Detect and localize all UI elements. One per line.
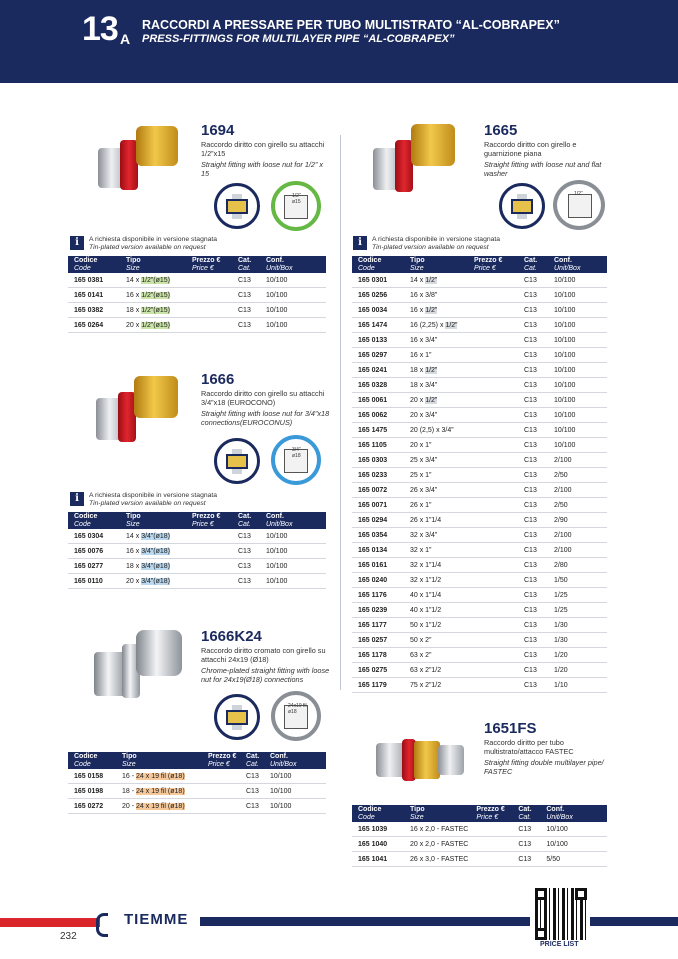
pipe-section-icon [214, 438, 260, 484]
table-row: 165 1176 40 x 1”1/4 C13 1/25 [352, 588, 607, 603]
table-row: 165 0275 63 x 2”1/2 C13 1/20 [352, 663, 607, 678]
table-row: 165 0239 40 x 1”1/2 C13 1/25 [352, 603, 607, 618]
footer-logo-mark [96, 913, 108, 937]
table-row: 165 0240 32 x 1”1/2 C13 1/50 [352, 573, 607, 588]
product-1666k24 [201, 629, 331, 684]
table-row: 165 0382 18 x 1/2”(ø15) C13 10/100 [68, 303, 326, 318]
header-title-en: PRESS-FITTINGS FOR MULTILAYER PIPE “AL-COBRAPEX” [142, 33, 455, 45]
table-row: 165 0134 32 x 1” C13 2/100 [352, 543, 607, 558]
table-row: 165 0072 26 x 3/4” C13 2/100 [352, 483, 607, 498]
info-icon: i [70, 236, 84, 250]
diagram-label: 1/2” ø15 [292, 193, 301, 205]
diagram-label: 3/4” ø18 [292, 447, 301, 459]
product-code: 1665 [484, 122, 518, 139]
table-1665: Codice Code Tipo Size Prezzo € Price € Cat. Cat. Conf. Unit/Box 165 0301 14 x 1/2” C13 10/100 165 0256 16 x 3/8” C13 10/100 165 0034 16 x 1/2” C13 10/100 165 1474 16 (2,25) x 1/2” C13 10/100 165 0133 16 x 3/4” C13 10/100 165 0297 16 x 1” C13 10/100 165 0241 18 x 1/2” C13 10/100 165 0328 18 x 3/4” C13 10/100 165 0061 20 x 1/2” C13 10/100 165 0062 20 x 3/4” C13 10/100 165 1475 20 (2,5) x 3/4” C13 10/100 165 1105 20 x 1” C13 10/100 165 0303 25 x 3/4” C13 2/100 165 0233 25 x 1” C13 2/50 165 0072 26 x 3/4” C13 2/100 165 0071 26 x 1” C13 2/50 165 0294 26 x 1”1/4 C13 2/90 165 0354 32 x 3/4” C13 2/100 165 0134 32 x 1” C13 2/100 165 0161 32 x 1”1/4 C13 2/80 165 0240 32 x 1”1/2 C13 1/50 165 1176 40 x 1”1/4 C13 1/25 165 0239 40 x 1”1/2 C13 1/25 165 1177 50 x 1”1/2 C13 1/30 165 0257 50 x 2” C13 1/30 165 1178 63 x 2” C13 1/20 165 0275 63 x 2”1/2 C13 1/20 165 1179 75 x 2”1/2 C13 1/10 [352, 256, 607, 693]
table-row: 165 0076 16 x 3/4”(ø18) C13 10/100 [68, 544, 326, 559]
product-photo-1666 [90, 368, 190, 448]
table-row: 165 1474 16 (2,25) x 1/2” C13 10/100 [352, 318, 607, 333]
column-divider [340, 135, 341, 690]
diagram-label: 24x19 fil ø18 [288, 703, 307, 715]
table-row: 165 0381 14 x 1/2”(ø15) C13 10/100 [68, 273, 326, 288]
product-desc-en: Straight fitting with loose nut for 1/2” x 15 [201, 160, 324, 178]
pipe-section-icon [214, 183, 260, 229]
product-1666 [201, 372, 331, 427]
table-row: 165 0141 16 x 1/2”(ø15) C13 10/100 [68, 288, 326, 303]
table-row: 165 0297 16 x 1” C13 10/100 [352, 348, 607, 363]
info-icon: i [353, 236, 367, 250]
table-row: 165 1177 50 x 1”1/2 C13 1/30 [352, 618, 607, 633]
table-row: 165 0304 14 x 3/4”(ø18) C13 10/100 [68, 529, 326, 544]
table-row: 165 0071 26 x 1” C13 2/50 [352, 498, 607, 513]
header-title-it: RACCORDI A PRESSARE PER TUBO MULTISTRATO “AL-COBRAPEX” [142, 18, 560, 32]
product-1665 [484, 123, 614, 178]
diagram-label: 1/2” [574, 191, 583, 197]
product-desc-it: Raccordo diritto cromato con girello su attacchi 24x19 (Ø18) [201, 646, 326, 664]
table-row: 165 0301 14 x 1/2” C13 10/100 [352, 273, 607, 288]
chapter-letter: A [120, 31, 131, 47]
qr-label: PRICE LIST [540, 941, 579, 948]
table-row: 165 0272 20 - 24 x 19 fil (ø18) C13 10/100 [68, 799, 326, 814]
table-row: 165 0354 32 x 3/4” C13 2/100 [352, 528, 607, 543]
product-1651fs [484, 721, 614, 776]
page-number: 232 [60, 931, 77, 942]
info-icon: i [70, 492, 84, 506]
product-desc-it: Raccordo diritto con girello su attacchi 1/2”x15 [201, 140, 325, 158]
table-1694: Codice Code Tipo Size Prezzo € Price € Cat. Cat. Conf. Unit/Box 165 0381 14 x 1/2”(ø15) C13 10/100 165 0141 16 x 1/2”(ø15) C13 10/100 165 0382 18 x 1/2”(ø15) C13 10/100 165 0264 20 x 1/2”(ø15) C13 10/100 [68, 256, 326, 333]
product-photo-1665 [365, 118, 465, 198]
table-row: 165 0133 16 x 3/4” C13 10/100 [352, 333, 607, 348]
table-row: 165 0328 18 x 3/4” C13 10/100 [352, 378, 607, 393]
product-desc-en: Straight fitting with loose nut and flat washer [484, 160, 602, 178]
table-row: 165 1040 20 x 2,0 - FASTEC C13 10/100 [352, 837, 607, 852]
footer-navy-bar [200, 917, 530, 926]
product-desc-it: Raccordo diritto con girello su attacchi 3/4”x18 (EUROCONO) [201, 389, 325, 407]
table-row: 165 0158 16 - 24 x 19 fil (ø18) C13 10/100 [68, 769, 326, 784]
fitting-diagram [271, 435, 321, 485]
table-row: 165 0303 25 x 3/4” C13 2/100 [352, 453, 607, 468]
brand-logo: TIEMME [124, 911, 189, 928]
product-photo-1651fs [372, 735, 472, 785]
fitting-diagram [271, 691, 321, 741]
qr-code-icon[interactable] [535, 888, 587, 940]
product-code: 1666 [201, 371, 235, 388]
table-row: 165 1475 20 (2,5) x 3/4” C13 10/100 [352, 423, 607, 438]
table-row: 165 0233 25 x 1” C13 2/50 [352, 468, 607, 483]
page-header [0, 0, 678, 83]
footer-red-bar [0, 918, 100, 927]
fitting-diagram [271, 181, 321, 231]
table-row: 165 0257 50 x 2” C13 1/30 [352, 633, 607, 648]
product-1694 [201, 123, 331, 178]
table-1651fs: Codice Code Tipo Size Prezzo € Price € Cat. Cat. Conf. Unit/Box 165 1039 16 x 2,0 - FASTEC C13 10/100 165 1040 20 x 2,0 - FASTEC C13 10/100 165 1041 26 x 3,0 - FASTEC C13 5/50 [352, 805, 607, 867]
table-row: 165 0264 20 x 1/2”(ø15) C13 10/100 [68, 318, 326, 333]
table-row: 165 0277 18 x 3/4”(ø18) C13 10/100 [68, 559, 326, 574]
table-row: 165 1178 63 x 2” C13 1/20 [352, 648, 607, 663]
product-code: 1666K24 [201, 628, 262, 645]
product-desc-it: Raccordo diritto per tubo multistrato/attacco FASTEC [484, 738, 574, 756]
product-photo-1694 [90, 118, 190, 198]
table-row: 165 0110 20 x 3/4”(ø18) C13 10/100 [68, 574, 326, 589]
table-row: 165 0198 18 - 24 x 19 fil (ø18) C13 10/100 [68, 784, 326, 799]
table-row: 165 1179 75 x 2”1/2 C13 1/10 [352, 678, 607, 693]
table-row: 165 0256 16 x 3/8” C13 10/100 [352, 288, 607, 303]
pipe-section-icon [499, 183, 545, 229]
product-desc-en: Straight fitting with loose nut for 3/4”x18 connections(EUROCONUS) [201, 409, 330, 427]
fitting-diagram [553, 180, 605, 230]
table-1666: Codice Code Tipo Size Prezzo € Price € Cat. Cat. Conf. Unit/Box 165 0304 14 x 3/4”(ø18) C13 10/100 165 0076 16 x 3/4”(ø18) C13 10/100 165 0277 18 x 3/4”(ø18) C13 10/100 165 0110 20 x 3/4”(ø18) C13 10/100 [68, 512, 326, 589]
table-row: 165 0241 18 x 1/2” C13 10/100 [352, 363, 607, 378]
footer-navy-bar [590, 917, 678, 926]
product-desc-it: Raccordo diritto con girello e guarnizione piana [484, 140, 577, 158]
product-desc-en: Chrome-plated straight fitting with loose nut for 24x19(Ø18) connections [201, 666, 330, 684]
table-row: 165 0161 32 x 1”1/4 C13 2/80 [352, 558, 607, 573]
pipe-section-icon [214, 694, 260, 740]
table-row: 165 1105 20 x 1” C13 10/100 [352, 438, 607, 453]
product-code: 1694 [201, 122, 235, 139]
product-photo-1666k24 [88, 622, 193, 702]
chapter-number: 13 [82, 10, 118, 48]
table-row: 165 0294 26 x 1”1/4 C13 2/90 [352, 513, 607, 528]
table-row: 165 0034 16 x 1/2” C13 10/100 [352, 303, 607, 318]
table-row: 165 1039 16 x 2,0 - FASTEC C13 10/100 [352, 822, 607, 837]
table-row: 165 1041 26 x 3,0 - FASTEC C13 5/50 [352, 852, 607, 867]
table-1666k24: Codice Code Tipo Size Prezzo € Price € Cat. Cat. Conf. Unit/Box 165 0158 16 - 24 x 19 fil (ø18) C13 10/100 165 0198 18 - 24 x 19 fil (ø18) C13 10/100 165 0272 20 - 24 x 19 fil (ø18) C13 10/100 [68, 752, 326, 814]
table-row: 165 0061 20 x 1/2” C13 10/100 [352, 393, 607, 408]
table-row: 165 0062 20 x 3/4” C13 10/100 [352, 408, 607, 423]
product-code: 1651FS [484, 720, 537, 737]
product-desc-en: Straight fitting double multilayer pipe/ FASTEC [484, 758, 604, 776]
